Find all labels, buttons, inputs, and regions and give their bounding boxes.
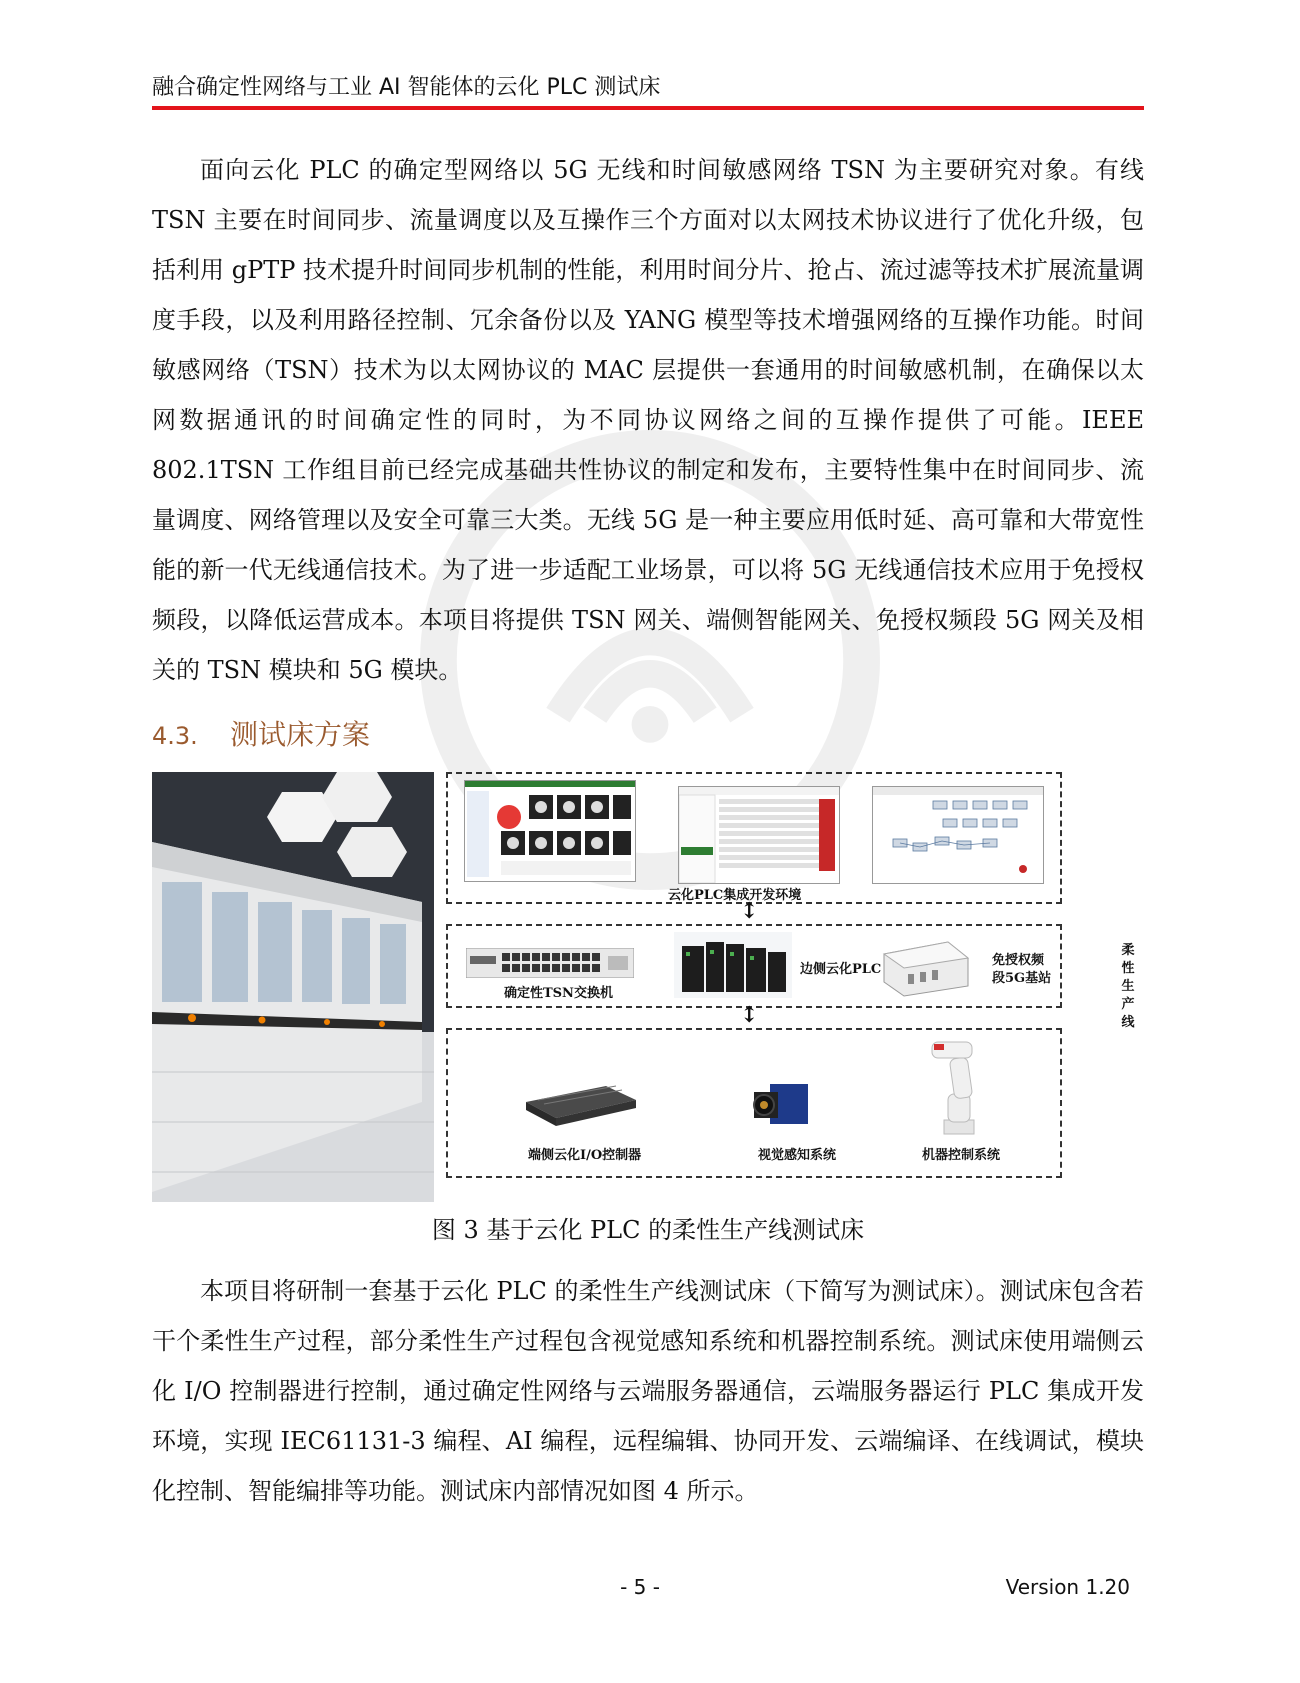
testbed-photo <box>152 772 434 1202</box>
ide-screenshot-flow <box>872 786 1044 884</box>
robot-label: 机器控制系统 <box>922 1148 1001 1163</box>
tsn-switch-label: 确定性TSN交换机 <box>504 986 613 1001</box>
arrow-up-down-icon: ↕ <box>740 898 759 924</box>
robot-arm-icon <box>926 1034 996 1136</box>
figure-3 <box>152 772 1142 1202</box>
ide-screenshot-vision <box>464 780 636 882</box>
running-header-title: 融合确定性网络与工业 AI 智能体的云化 PLC 测试床 <box>152 75 661 100</box>
section-heading <box>152 715 370 755</box>
running-header <box>152 74 1144 110</box>
section-title: 测试床方案 <box>230 718 371 751</box>
edge-plc-label: 边侧云化PLC <box>800 962 882 977</box>
arrow-up-down-icon: ↕ <box>740 1002 759 1028</box>
io-controller-label: 端侧云化I/O控制器 <box>528 1148 642 1163</box>
body-paragraph: 本项目将研制一套基于云化 PLC 的柔性生产线测试床（下简写为测试床）。测试床包含若干个柔性生产过程，部分柔性生产过程包含视觉感知系统和机器控制系统。测试床使用端侧云化 I/O 控制器进行控制，通过确定性网络与云端服务器通信，云端服务器运行 PLC 集成开发环境，实现 IEC61131-3 编程、AI 编程，远程编辑、协同开发、云端编译、在线调试，模块化控制、智能编排等功能。测试床内部情况如图 4 所示。 <box>152 1277 1144 1505</box>
body-paragraph: 面向云化 PLC 的确定型网络以 5G 无线和时间敏感网络 TSN 为主要研究对象。有线 TSN 主要在时间同步、流量调度以及互操作三个方面对以太网技术协议进行了优化升级，包括利用 gPTP 技术提升时间同步机制的性能，利用时间分片、抢占、流过滤等技术扩展流量调度手段，以及利用路径控制、冗余备份以及 YANG 模型等技术增强网络的互操作功能。时间敏感网络（TSN）技术为以太网协议的 MAC 层提供一套通用的时间敏感机制，在确保以太网数据通讯的时间确定性的同时，为不同协议网络之间的互操作提供了可能。IEEE 802.1TSN 工作组目前已经完成基础共性协议的制定和发布，主要特性集中在时间同步、流量调度、网络管理以及安全可靠三大类。无线 5G 是一种主要应用低时延、高可靠和大带宽性能的新一代无线通信技术。为了进一步适配工业场景，可以将 5G 无线通信技术应用于免授权频段，以降低运营成本。本项目将提供 TSN 网关、端侧智能网关、免授权频段 5G 网关及相关的 TSN 模块和 5G 模块。 <box>152 156 1144 684</box>
edge-plc-icon <box>674 932 792 998</box>
ide-label: 云化PLC集成开发环境 <box>668 888 802 903</box>
architecture-diagram <box>446 772 1142 1202</box>
base-station-label: 免授权频段5G基站 <box>992 953 1052 986</box>
vision-camera-icon <box>752 1078 810 1132</box>
figure-caption: 图 3 基于云化 PLC 的柔性生产线测试床 <box>431 1216 865 1244</box>
base-station-icon <box>878 938 970 998</box>
ide-screenshot-table <box>678 786 840 884</box>
section-number: 4.3. <box>152 722 198 750</box>
document-version: Version 1.20 <box>1005 1575 1130 1599</box>
io-controller-icon <box>526 1082 636 1126</box>
production-line-label: 柔性生产线 <box>1121 943 1135 1030</box>
tsn-switch-icon <box>466 948 634 978</box>
page-number: - 5 - <box>620 1575 660 1599</box>
vision-label: 视觉感知系统 <box>758 1148 837 1163</box>
